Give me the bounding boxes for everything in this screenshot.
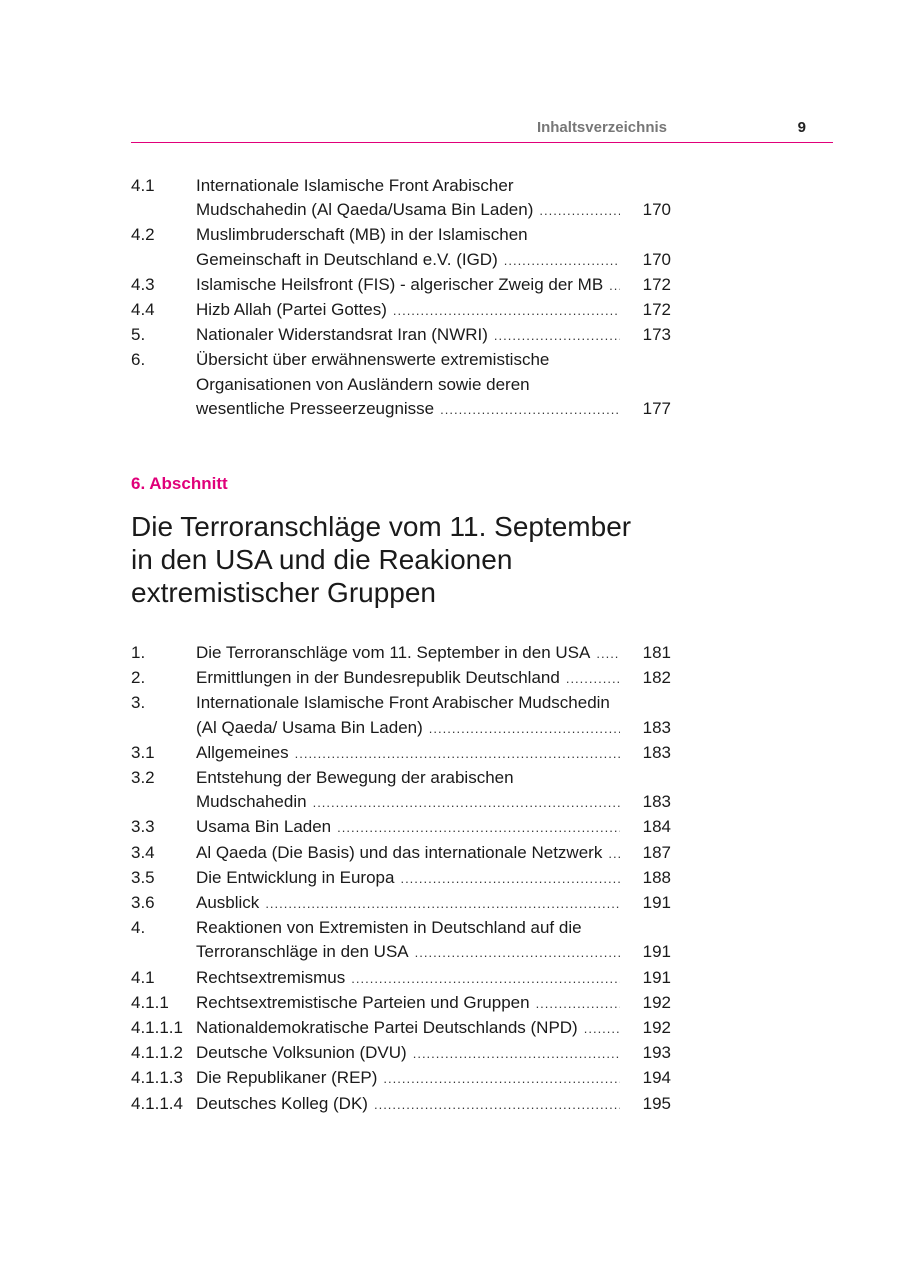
dot-leader [383,1067,620,1091]
toc-entry-line [196,373,671,397]
dot-leader [295,742,620,766]
toc-entry-text: Rechtsextremistische Parteien und Gruppen [196,992,530,1012]
toc-entry-page: 192 [642,992,671,1012]
toc-entry-page: 183 [642,717,671,737]
toc-entry-line [196,991,671,1016]
toc-entry-line [196,790,671,815]
toc-entry-page: 193 [642,1043,671,1063]
toc-entry [131,691,671,740]
toc-entry-line [196,1016,671,1041]
toc-entry-number: 3.5 [131,867,155,887]
toc-entry-body [196,174,671,223]
toc-entry-text: Hizb Allah (Partei Gottes) [196,300,387,320]
toc-entry-line [196,348,671,372]
toc-entry [131,866,671,891]
toc-entry-text: Usama Bin Laden [196,817,332,837]
toc-entry-line [196,198,671,223]
toc-entry-body [196,273,671,298]
toc-entry-text: Die Republikaner (REP) [196,1068,378,1088]
toc-entry-line [196,1041,671,1066]
dot-leader [429,717,620,741]
toc-entry-text: Internationale Islamische Front Arabischer [196,176,514,195]
toc-entry-number: 4.1.1 [131,992,169,1012]
toc-entry [131,766,671,815]
section-label: 6. Abschnitt [131,474,228,493]
toc-entry-page: 183 [642,742,671,762]
toc-entry-number: 3. [131,693,146,713]
toc-entry-line [196,666,671,691]
toc-entry-line [196,273,671,298]
toc-entry-body [196,766,671,815]
toc-entry-text: Nationaler Widerstandsrat Iran (NWRI) [196,325,488,345]
toc-entry-text: Deutsches Kolleg (DK) [196,1093,368,1113]
toc-entry-line [196,223,671,247]
dot-leader [596,642,620,666]
toc-entry-page: 173 [642,325,671,345]
dot-leader [351,967,620,991]
toc-entry-number: 5. [131,325,146,345]
toc-entry-page: 172 [642,274,671,294]
toc-entry-number: 3.1 [131,742,155,762]
toc-entry-text: Rechtsextremismus [196,967,346,987]
dot-leader [337,816,620,840]
toc-entry-body [196,866,671,891]
toc-entry-text: Islamische Heilsfront (FIS) - algerischer Zweig der MB [196,274,604,294]
toc-entry-text: Die Terroranschläge vom 11. September in den USA [196,643,591,662]
toc-entry-number: 3.3 [131,817,155,837]
toc-entry-line [196,1066,671,1091]
dot-leader [608,842,620,866]
toc-entry-line [196,248,671,273]
toc-entry-line [196,891,671,916]
dot-leader [584,1017,620,1041]
toc-entry-text: Organisationen von Ausländern sowie deren [196,374,530,394]
dot-leader [566,667,620,691]
toc-entry-text: Ermittlungen in der Bundesrepublik Deutschland [196,668,560,688]
toc-entry [131,916,671,965]
toc-entry-page: 181 [642,643,671,662]
toc-entry-page: 184 [642,817,671,837]
toc-entry [131,741,671,766]
toc-entry-line [196,866,671,891]
toc-entry-number: 4.1 [131,176,155,195]
toc-entry-body [196,1092,671,1117]
toc-entry-body [196,1041,671,1066]
toc-entry-body [196,841,671,866]
toc-entry-text: Deutsche Volksunion (DVU) [196,1043,407,1063]
section-title-line: Die Terroranschläge vom 11. September [131,511,632,542]
toc-entry-number: 4.1.1.3 [131,1068,183,1088]
toc-entry-body [196,966,671,991]
toc-entry-number: 3.6 [131,893,155,913]
toc-entry [131,348,671,422]
dot-leader [539,199,620,223]
toc-entry-text: Entstehung der Bewegung der arabischen [196,768,514,788]
toc-entry-page: 191 [642,893,671,913]
toc-entry [131,641,671,666]
toc-entry-body [196,641,671,666]
dot-leader [415,941,620,965]
toc-entry-number: 4. [131,918,146,938]
section-title-line: in den USA und die Reakionen [131,544,513,575]
toc-entry-line [196,815,671,840]
toc-entry-text: Ausblick [196,893,260,913]
toc-entry-body [196,891,671,916]
toc-entry-page: 195 [642,1093,671,1113]
toc-entry-line [196,766,671,790]
toc-entry-page: 177 [642,398,671,418]
toc-entry-text: (Al Qaeda/ Usama Bin Laden) [196,717,423,737]
toc-entry-number: 4.1 [131,967,155,987]
toc-entry-line [196,716,671,741]
toc-entry-page: 192 [642,1018,671,1038]
toc-entry-page: 172 [642,300,671,320]
toc-entry [131,841,671,866]
toc-entry-number: 6. [131,350,146,370]
toc-entry [131,174,671,223]
toc-entry [131,891,671,916]
toc-entry-body [196,1016,671,1041]
toc-entry-text: Internationale Islamische Front Arabischer Mudschedin [196,693,610,713]
toc-entry-body [196,298,671,323]
toc-entry-body [196,323,671,348]
toc-entry-number: 4.1.1.2 [131,1043,183,1063]
toc-entry-line [196,841,671,866]
toc-entry [131,966,671,991]
toc-entry [131,298,671,323]
toc-entry-number: 4.1.1.4 [131,1093,183,1113]
toc-entry-page: 183 [642,792,671,812]
dot-leader [313,791,620,815]
toc-entry-line [196,174,671,198]
toc-entry-body [196,348,671,422]
toc-entry-number: 4.1.1.1 [131,1018,183,1038]
toc-entry-page: 191 [642,967,671,987]
toc-entry-text: Allgemeines [196,742,289,762]
toc-entry-number: 4.4 [131,300,155,320]
dot-leader [400,867,620,891]
toc-entry-number: 2. [131,668,146,688]
toc-entry-line [196,741,671,766]
toc-entry-line [196,940,671,965]
toc-entry-text: Reaktionen von Extremisten in Deutschland auf die [196,918,582,938]
toc-entry-line [196,966,671,991]
toc-entry-page: 194 [642,1068,671,1088]
toc-entry-line [196,298,671,323]
dot-leader [265,892,620,916]
page-header [131,112,833,143]
toc-entry-text: Nationaldemokratische Partei Deutschlands (NPD) [196,1018,578,1038]
toc-entry-text: Muslimbruderschaft (MB) in der Islamischen [196,225,528,245]
toc-entry-number: 1. [131,643,146,662]
toc-entry [131,991,671,1016]
dot-leader [374,1093,620,1117]
toc-entry-body [196,916,671,965]
toc-entry [131,323,671,348]
page-number: 9 [797,119,806,136]
dot-leader [440,398,620,422]
toc-entry-body [196,666,671,691]
toc-entry [131,1092,671,1117]
toc-list-part2 [131,641,671,1117]
toc-entry [131,666,671,691]
toc-entry-page: 182 [642,668,671,688]
dot-leader [393,299,620,323]
toc-entry-text: Mudschahedin (Al Qaeda/Usama Bin Laden) [196,200,534,220]
running-title: Inhaltsverzeichnis [536,119,667,136]
toc-entry-line [196,916,671,940]
toc-entry-number: 3.2 [131,768,155,788]
toc-entry [131,273,671,298]
toc-entry [131,815,671,840]
section-title [131,510,731,609]
dot-leader [536,992,620,1016]
toc-entry-text: Gemeinschaft in Deutschland e.V. (IGD) [196,249,498,269]
dot-leader [609,274,620,298]
toc-list-part1 [131,174,671,422]
dot-leader [494,324,620,348]
toc-entry [131,223,671,272]
toc-entry-text: Die Entwicklung in Europa [196,867,395,887]
toc-entry-page: 191 [642,942,671,962]
toc-entry-page: 188 [642,867,671,887]
toc-entry [131,1016,671,1041]
toc-entry [131,1066,671,1091]
dot-leader [413,1042,620,1066]
toc-entry-text: Al Qaeda (Die Basis) und das internationale Netzwerk [196,842,603,862]
toc-entry-text: Mudschahedin [196,792,307,812]
toc-entry-page: 187 [642,842,671,862]
toc-entry-line [196,397,671,422]
toc-entry-body [196,991,671,1016]
toc-entry-line [196,641,671,666]
toc-entry-text: wesentliche Presseerzeugnisse [196,398,435,418]
toc-entry-number: 4.2 [131,225,155,245]
toc-entry-body [196,691,671,740]
toc-entry-line [196,1092,671,1117]
section-title-line: extremistischer Gruppen [131,577,437,608]
toc-entry-line [196,323,671,348]
toc-entry-text: Übersicht über erwähnenswerte extremistische [196,350,550,370]
toc-entry-line [196,691,671,715]
toc-entry-number: 3.4 [131,842,155,862]
toc-entry-body [196,815,671,840]
toc-entry [131,1041,671,1066]
toc-entry-number: 4.3 [131,274,155,294]
toc-entry-body [196,223,671,272]
toc-entry-page: 170 [642,200,671,220]
toc-entry-page: 170 [642,249,671,269]
toc-entry-body [196,741,671,766]
dot-leader [504,249,620,273]
toc-entry-body [196,1066,671,1091]
toc-entry-text: Terroranschläge in den USA [196,942,409,962]
